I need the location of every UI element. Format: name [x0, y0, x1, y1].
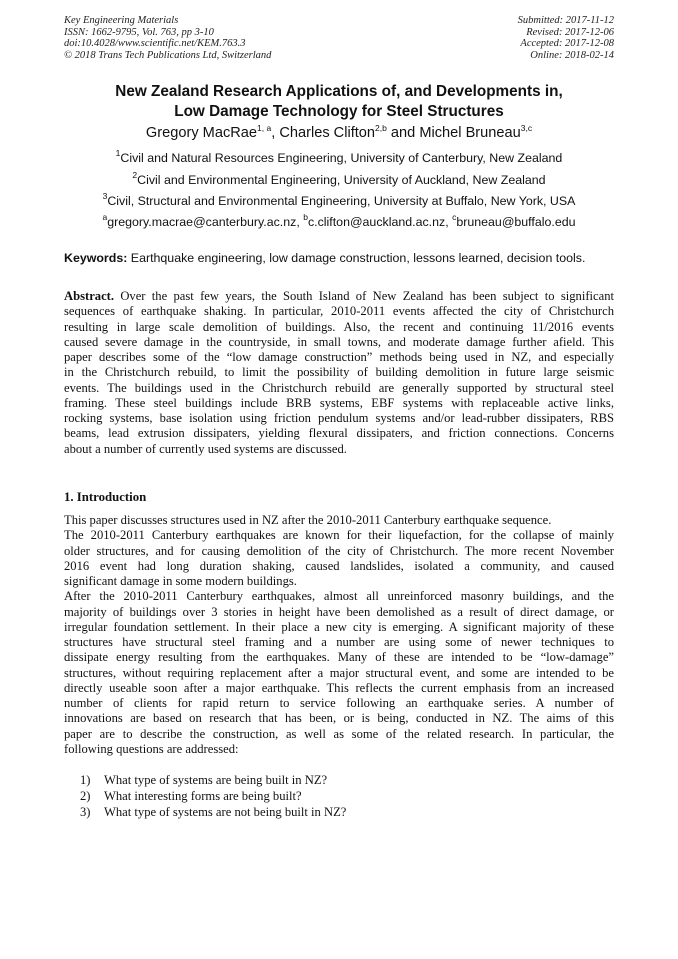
keywords	[64, 250, 624, 266]
affiliation	[64, 193, 614, 209]
section-heading: 1. Introduction	[64, 490, 147, 504]
email-link[interactable]: bruneau@buffalo.edu	[456, 215, 576, 229]
author-affil-marker: 3,c	[520, 123, 533, 133]
paragraph-line: older structures, and for causing demolition of the city of Christchurch. The more recent November	[64, 543, 614, 558]
author-emails	[64, 214, 614, 230]
paragraph-line: majority of buildings over 3 stories in height have been demolished as a result of direct damage, or	[64, 604, 614, 619]
abstract-line: rocking systems, base isolation using friction pendulum systems and/or lead-rubber dissipaters, RBS	[64, 411, 614, 425]
keywords-label: Keywords:	[64, 251, 128, 265]
author-list	[64, 123, 614, 143]
author-name: Gregory MacRae	[145, 125, 258, 141]
list-number: 2)	[80, 789, 91, 804]
affiliation	[64, 172, 614, 188]
abstract-line: paper describes some of the “low damage construction” methods being used in NZ, and especially	[64, 350, 614, 364]
journal-copyright: © 2018 Trans Tech Publications Ltd, Switzerland	[64, 49, 272, 61]
date-online: Online: 2018-02-14	[530, 49, 614, 61]
email-marker: c	[452, 212, 457, 222]
date-accepted: Accepted: 2017-12-08	[520, 38, 614, 50]
abstract-line: resulting in large scale demolition of buildings. Also, the recent and continuing 11/2016 events	[64, 319, 614, 334]
email-link[interactable]: c.clifton@auckland.ac.nz,	[307, 215, 453, 229]
author-separator: and	[386, 125, 420, 141]
paragraph-line: This paper discusses structures used in NZ after the 2010-2011 Canterbury earthquake sequence.	[64, 513, 552, 527]
abstract	[64, 289, 614, 457]
list-number: 3)	[80, 805, 91, 820]
paragraph-line: innovations are based on research that has been, or is being, conducted in NZ. The aims of this	[64, 711, 614, 726]
title-line: Low Damage Technology for Steel Structures	[174, 103, 504, 120]
list-item	[80, 788, 346, 804]
journal-name: Key Engineering Materials	[64, 15, 179, 26]
date-revised: Revised: 2017-12-06	[526, 26, 614, 38]
list-item	[80, 772, 346, 788]
introduction-body	[64, 513, 614, 757]
list-number: 1)	[80, 773, 91, 787]
list-text: What type of systems are being built in NZ?	[104, 773, 328, 787]
paragraph-line: paper are to describe the construction, as well as some of the related research. In particular, the	[64, 726, 614, 741]
paragraph-line: dissipate energy resulting from the earthquakes. Many of these are intended to be “low-damage”	[64, 650, 614, 665]
abstract-line: about a number of currently used systems are discussed.	[64, 441, 347, 456]
paragraph-line: The 2010-2011 Canterbury earthquakes are known for their liquefaction, for the collapse of mainly	[64, 528, 614, 543]
paragraph-line: directly useable soon after a major earthquake. This reflects the current emphasis from an increased	[64, 680, 614, 695]
abstract-line: beams, lead extrusion dissipaters, yielding flexural dissipaters, and friction connections. Concerns	[64, 426, 614, 441]
list-text: What interesting forms are being built?	[104, 789, 302, 804]
paper-title	[64, 82, 614, 122]
paragraph-line: structures have structural steel framing and a number are using some of newer techniques to	[64, 635, 614, 649]
abstract-line: framing. These steel buildings include BRB systems, EBF systems with replaceable active links,	[64, 395, 614, 410]
affiliation-marker: 3	[102, 191, 108, 201]
journal-issn: ISSN: 1662-9795, Vol. 763, pp 3-10	[64, 26, 214, 38]
email-link[interactable]: gregory.macrae@canterbury.ac.nz,	[107, 215, 304, 229]
paragraph-line: number of clients for rapid return to service following an earthquake series. A number of	[64, 696, 614, 710]
title-line: New Zealand Research Applications of, and Developments in,	[115, 83, 563, 100]
keywords-text: Earthquake engineering, low damage construction, lessons learned, decision tools.	[127, 251, 586, 265]
affiliation-text: Civil and Environmental Engineering, University of Auckland, New Zealand	[137, 173, 546, 187]
email-marker: a	[102, 212, 108, 222]
author-affil-marker: 2,b	[375, 123, 387, 133]
question-list	[80, 772, 346, 821]
list-item	[80, 804, 346, 820]
abstract-text: Over the past few years, the South Island of New Zealand has been subject to significant	[114, 289, 614, 303]
paragraph-line: following questions are addressed:	[64, 741, 239, 756]
paragraph-line: irregular foundation settlement. In their place a new city is emerging. A significant majority of these	[64, 619, 614, 634]
abstract-line	[64, 289, 614, 304]
email-marker: b	[303, 212, 308, 222]
affiliation-text: Civil and Natural Resources Engineering, University of Canterbury, New Zealand	[120, 151, 563, 165]
abstract-line: sequences of earthquake shaking. In particular, 2010-2011 events affected the city of Christchurch	[64, 304, 614, 319]
abstract-line: caused severe damage in the countryside, in small towns, and moderate damage further afield. This	[64, 334, 614, 349]
affiliation-marker: 1	[115, 148, 121, 158]
author-affil-marker: 1, a	[257, 123, 272, 133]
affiliation-marker: 2	[132, 170, 138, 180]
paragraph-line: 2016 event had long duration shaking, caused landslides, isolated a community, and caused	[64, 558, 614, 573]
date-submitted: Submitted: 2017-11-12	[517, 15, 614, 26]
paragraph-line: After the 2010-2011 Canterbury earthquakes, almost all unreinforced masonry buildings, and the	[64, 589, 614, 604]
abstract-line: events. The buildings used in the Christchurch rebuild are generally supported by structural steel	[64, 380, 614, 395]
affiliation-text: Civil, Structural and Environmental Engineering, University at Buffalo, New York, USA	[107, 194, 576, 208]
author-name: Michel Bruneau	[419, 125, 521, 141]
journal-info	[64, 15, 271, 61]
abstract-line: in the Christchurch rebuild, to limit the possibility of building demolition in future large seismic	[64, 365, 614, 380]
paragraph-line: significant damage in some modern buildings.	[64, 574, 297, 588]
journal-doi: doi:10.4028/www.scientific.net/KEM.763.3	[64, 38, 246, 50]
list-text: What type of systems are not being built in NZ?	[104, 805, 347, 820]
submission-dates	[518, 15, 614, 61]
paragraph-line: structures, without requiring replacement after a major structural event, and some are intended to be	[64, 665, 614, 680]
author-separator: ,	[271, 125, 280, 141]
abstract-label: Abstract.	[64, 289, 115, 303]
author-name: Charles Clifton	[279, 125, 376, 141]
affiliation	[64, 150, 614, 166]
